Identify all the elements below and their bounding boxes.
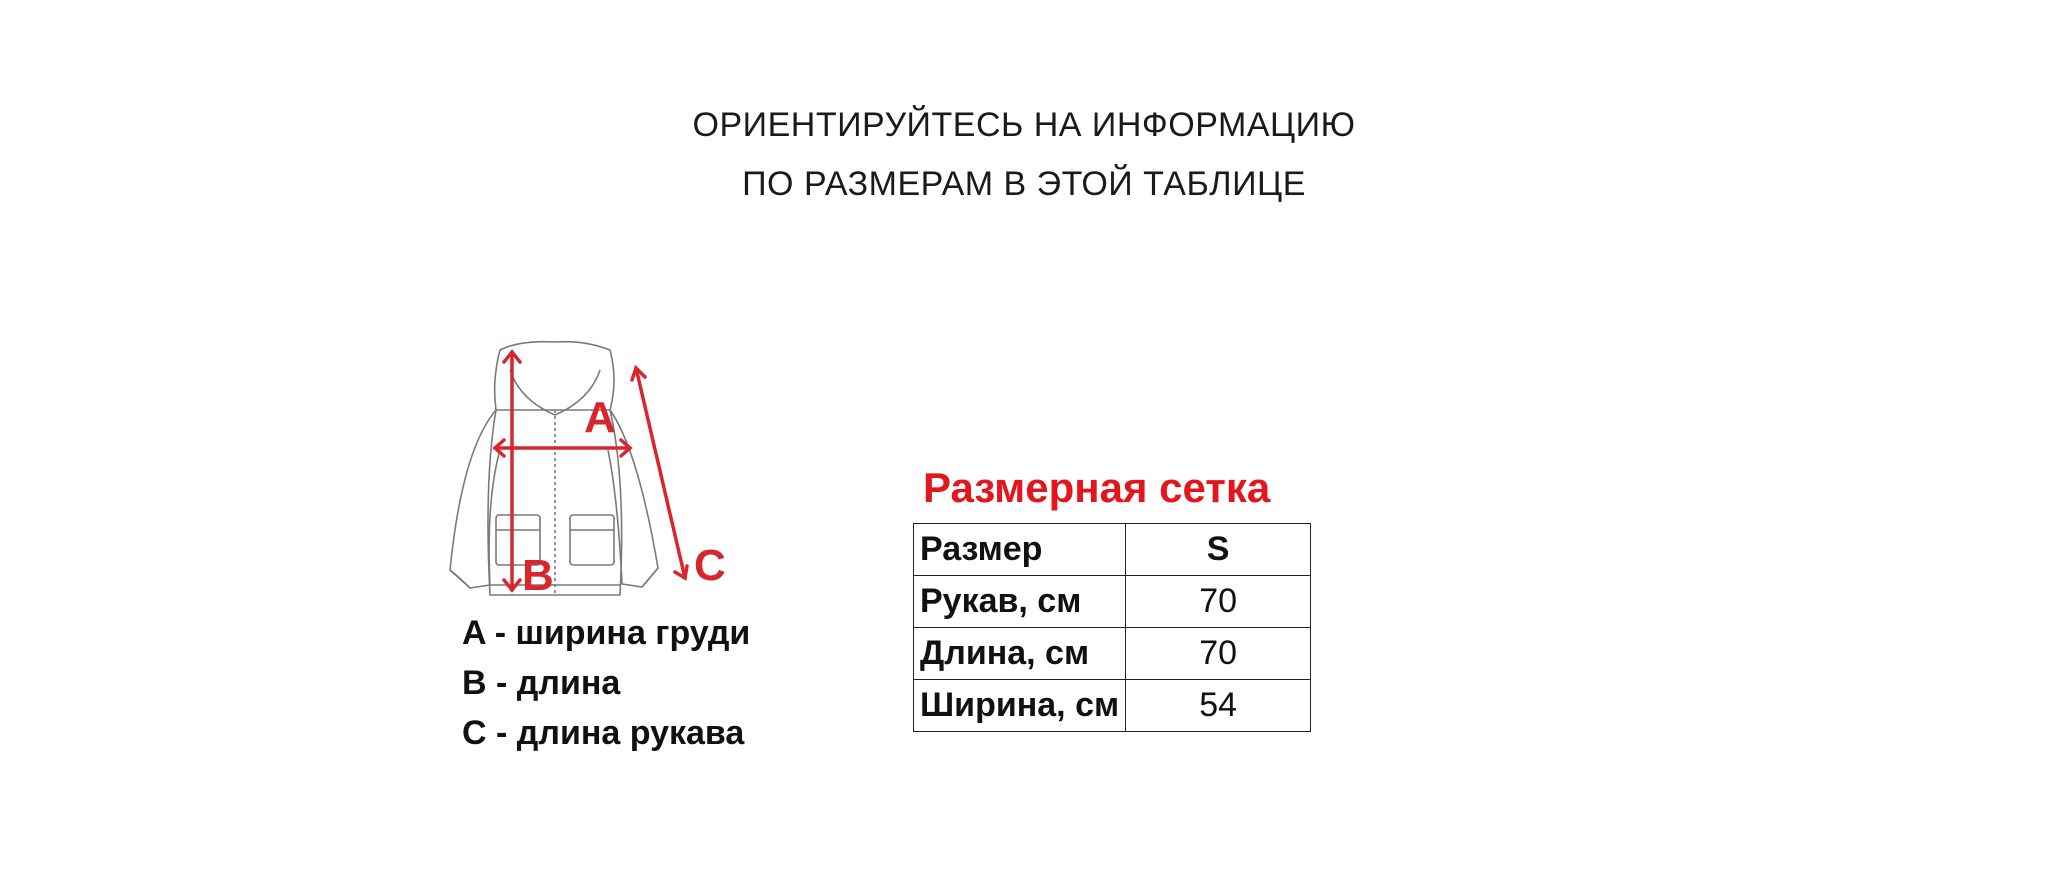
table-row — [914, 576, 1311, 628]
measurement-legend — [462, 608, 750, 758]
label-b: B — [522, 551, 554, 600]
row-label: Размер — [914, 524, 1126, 576]
jacket-outline — [450, 342, 658, 595]
row-value: 70 — [1126, 576, 1311, 628]
row-label: Рукав, см — [914, 576, 1126, 628]
table-row — [914, 524, 1311, 576]
legend-item-c: C - длина рукава — [462, 714, 745, 752]
jacket-measurement-diagram — [440, 340, 780, 605]
row-label: Ширина, см — [914, 680, 1126, 732]
row-value: 70 — [1126, 628, 1311, 680]
size-grid-title: Размерная сетка — [923, 464, 1271, 511]
heading-line-2: ПО РАЗМЕРАМ В ЭТОЙ ТАБЛИЦЕ — [742, 165, 1306, 203]
table-row — [914, 680, 1311, 732]
legend-item-a: A - ширина груди — [462, 614, 751, 652]
legend-item-b: B - длина — [462, 664, 621, 702]
row-value: 54 — [1126, 680, 1311, 732]
size-table — [913, 523, 1311, 732]
label-c: C — [694, 541, 726, 590]
heading-line-1: ОРИЕНТИРУЙТЕСЬ НА ИНФОРМАЦИЮ — [692, 106, 1356, 144]
row-value: S — [1126, 524, 1311, 576]
row-label: Длина, см — [914, 628, 1126, 680]
table-row — [914, 628, 1311, 680]
label-a: A — [584, 393, 616, 442]
